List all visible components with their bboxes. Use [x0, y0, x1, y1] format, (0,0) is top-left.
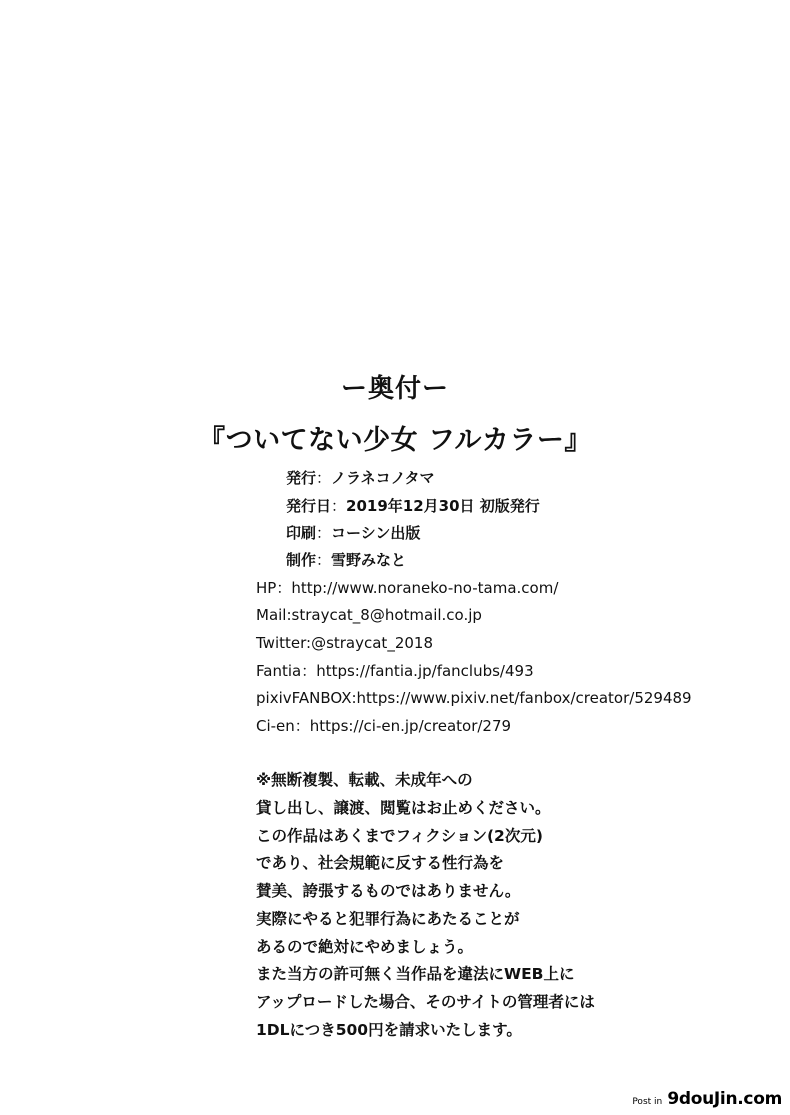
notice-line: あるので絶対にやめましょう。	[256, 938, 474, 956]
fantia-link[interactable]: Fantia：https://fantia.jp/fanclubs/493	[256, 662, 534, 680]
fanbox-link[interactable]: pixivFANBOX:https://www.pixiv.net/fanbox/creator/529489	[256, 689, 692, 707]
cien-link[interactable]: Ci-en：https://ci-en.jp/creator/279	[256, 717, 512, 735]
publisher-value: ノラネコノタマ	[331, 469, 435, 487]
printer-key: 印刷	[286, 524, 317, 542]
watermark-site: 9douJin.com	[667, 1089, 782, 1109]
producer-sep: ：	[316, 551, 332, 569]
publish-date-sep: ：	[331, 497, 347, 515]
notice-line: 実際にやると犯罪行為にあたることが	[256, 910, 520, 928]
notice-line: アップロードした場合、そのサイトの管理者には	[256, 993, 595, 1011]
notice-line: また当方の許可無く当作品を違法にWEB上に	[256, 965, 575, 983]
printer-sep: ：	[316, 524, 332, 542]
twitter-link[interactable]: Twitter:@straycat_2018	[256, 634, 433, 652]
printer-row	[286, 523, 420, 543]
homepage-link[interactable]: HP：http://www.noraneko-no-tama.com/	[256, 579, 559, 597]
publisher-sep: ：	[316, 469, 332, 487]
notice-line: 貸し出し、譲渡、閲覧はお止めください。	[256, 799, 551, 817]
notice-line: 賛美、誇張するものではありません。	[256, 882, 521, 900]
notice-line: であり、社会規範に反する性行為を	[256, 854, 505, 872]
book-title: 『ついてない少女 フルカラー』	[198, 425, 592, 456]
notice-line: この作品はあくまでフィクション(2次元)	[256, 827, 543, 845]
publisher-key: 発行	[286, 469, 317, 487]
notice-line: ※無断複製、転載、未成年への	[256, 771, 473, 789]
publish-date-value: 2019年12月30日 初版発行	[346, 497, 540, 515]
producer-key: 制作	[286, 551, 317, 569]
mail-link[interactable]: Mail:straycat_8@hotmail.co.jp	[256, 606, 482, 624]
printer-value: コーシン出版	[331, 524, 421, 542]
notice-line: 1DLにつき500円を請求いたします。	[256, 1021, 522, 1039]
producer-row	[286, 550, 406, 570]
watermark-post-in: Post in	[632, 1097, 663, 1107]
publish-date-key: 発行日	[286, 497, 332, 515]
watermark	[632, 1089, 782, 1109]
producer-value: 雪野みなと	[331, 551, 407, 569]
publisher-row	[286, 468, 435, 488]
colophon-label: ー奥付ー	[340, 374, 449, 404]
publish-date-row	[286, 496, 540, 516]
